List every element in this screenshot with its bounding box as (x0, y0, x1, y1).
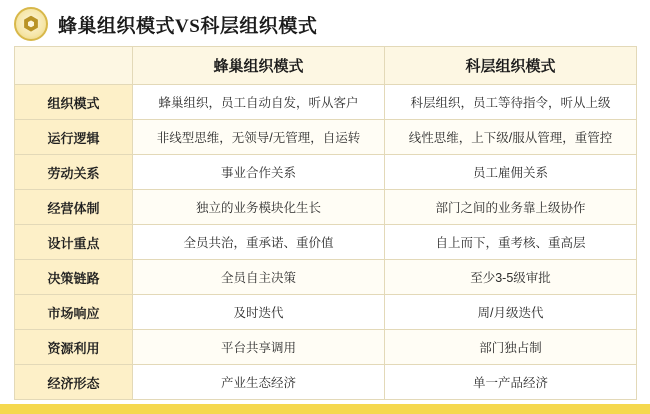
row-value-hive: 独立的业务模块化生长 (133, 190, 385, 225)
table-row (15, 365, 637, 400)
row-value-hierarchy: 周/月级迭代 (385, 295, 637, 330)
bottom-accent-bar (0, 404, 650, 414)
table-body (15, 85, 637, 400)
page-header (0, 0, 650, 46)
row-value-hierarchy: 科层组织，员工等待指令，听从上级 (385, 85, 637, 120)
table-row (15, 295, 637, 330)
table-row (15, 155, 637, 190)
table-row (15, 225, 637, 260)
row-value-hierarchy: 部门独占制 (385, 330, 637, 365)
table-header (15, 47, 637, 85)
row-value-hive: 产业生态经济 (133, 365, 385, 400)
row-label: 组织模式 (15, 85, 133, 120)
row-value-hive: 及时迭代 (133, 295, 385, 330)
row-value-hive: 全员自主决策 (133, 260, 385, 295)
row-value-hierarchy: 线性思维，上下级/服从管理，重管控 (385, 120, 637, 155)
table-row (15, 85, 637, 120)
row-label: 设计重点 (15, 225, 133, 260)
table-row (15, 260, 637, 295)
page-title-right: 科层组织模式 (200, 15, 318, 37)
table-row (15, 120, 637, 155)
row-value-hive: 非线型思维，无领导/无管理，自运转 (133, 120, 385, 155)
row-label: 市场响应 (15, 295, 133, 330)
row-label: 劳动关系 (15, 155, 133, 190)
row-value-hive: 事业合作关系 (133, 155, 385, 190)
table-header-hierarchy: 科层组织模式 (385, 47, 637, 85)
row-label: 运行逻辑 (15, 120, 133, 155)
table-header-blank (15, 47, 133, 85)
row-value-hierarchy: 员工雇佣关系 (385, 155, 637, 190)
table-row (15, 190, 637, 225)
row-value-hierarchy: 单一产品经济 (385, 365, 637, 400)
page-title-left: 蜂巢组织模式 (58, 15, 176, 37)
page-title (58, 11, 317, 38)
comparison-table (14, 46, 637, 400)
row-value-hive: 平台共享调用 (133, 330, 385, 365)
row-label: 决策链路 (15, 260, 133, 295)
row-label: 经济形态 (15, 365, 133, 400)
row-value-hive: 蜂巢组织，员工自动自发，听从客户 (133, 85, 385, 120)
table-header-row (15, 47, 637, 85)
row-label: 经营体制 (15, 190, 133, 225)
page-title-vs: VS (175, 15, 201, 37)
row-value-hierarchy: 自上而下，重考核、重高层 (385, 225, 637, 260)
row-value-hierarchy: 部门之间的业务靠上级协作 (385, 190, 637, 225)
hexagon-bee-logo-icon (14, 7, 48, 41)
table-row (15, 330, 637, 365)
row-label: 资源利用 (15, 330, 133, 365)
row-value-hive: 全员共治，重承诺、重价值 (133, 225, 385, 260)
table-header-hive: 蜂巢组织模式 (133, 47, 385, 85)
row-value-hierarchy: 至少3-5级审批 (385, 260, 637, 295)
comparison-table-wrapper (0, 46, 650, 400)
